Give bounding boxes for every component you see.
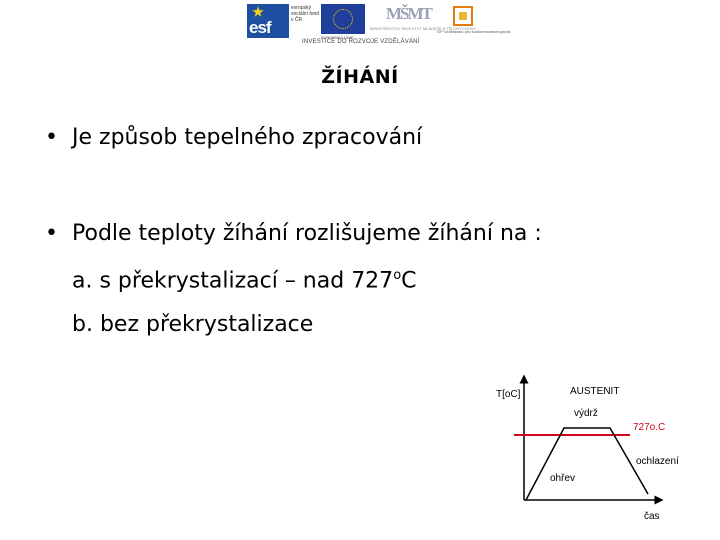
sub-item-text: a. s překrystalizací – nad 727 — [72, 268, 394, 294]
msmt-caption: MINISTERSTVO ŠKOLSTVÍ, MLÁDEŽE A TĚLOVÝCHOVY — [370, 26, 477, 31]
msmt-mark: MŠMT — [386, 4, 431, 23]
bullet-text: Podle teploty žíhání rozlišujeme žíhání na : — [72, 221, 542, 246]
x-axis-label: čas — [644, 511, 660, 522]
esf-letters: esf — [249, 18, 271, 37]
bullet-text: Je způsob tepelného zpracování — [72, 125, 423, 150]
annealing-diagram — [490, 372, 690, 532]
op-logo-icon — [453, 6, 473, 26]
star-icon — [252, 6, 264, 18]
logo-banner — [247, 2, 511, 48]
heat-treatment-curve — [526, 428, 648, 500]
sub-item-unit: C — [401, 268, 417, 294]
degree-superscript: o — [393, 268, 402, 283]
banner-caption: INVESTICE DO ROZVOJE VZDĚLÁVÁNÍ — [302, 39, 420, 45]
bullet-dot-icon: • — [45, 125, 58, 150]
austenite-label: AUSTENIT — [570, 386, 620, 397]
sub-item — [72, 268, 417, 293]
eu-caption: EVROPSKÁ UNIE — [321, 35, 354, 40]
bullet-dot-icon: • — [45, 221, 58, 246]
op-caption: OP Vzdělávání pro konkurenceschopnost — [437, 29, 511, 34]
sub-item: b. bez překrystalizace — [72, 312, 314, 337]
bullet-item — [45, 221, 542, 246]
cooling-label: ochlazení — [636, 456, 679, 467]
eu-flag-icon — [321, 4, 365, 34]
esf-logo-box — [247, 4, 289, 38]
esf-caption: evropský sociální fond v ČR — [291, 5, 320, 23]
hold-label: výdrž — [574, 408, 598, 419]
y-axis-label: T[oC] — [496, 389, 521, 400]
heating-label: ohřev — [550, 473, 576, 484]
bullet-item — [45, 125, 423, 150]
page-title: ŽÍHÁNÍ — [321, 66, 399, 88]
op-logo — [437, 4, 511, 38]
eu-star-ring — [333, 9, 353, 29]
temperature-label: 727o.C — [633, 422, 666, 433]
